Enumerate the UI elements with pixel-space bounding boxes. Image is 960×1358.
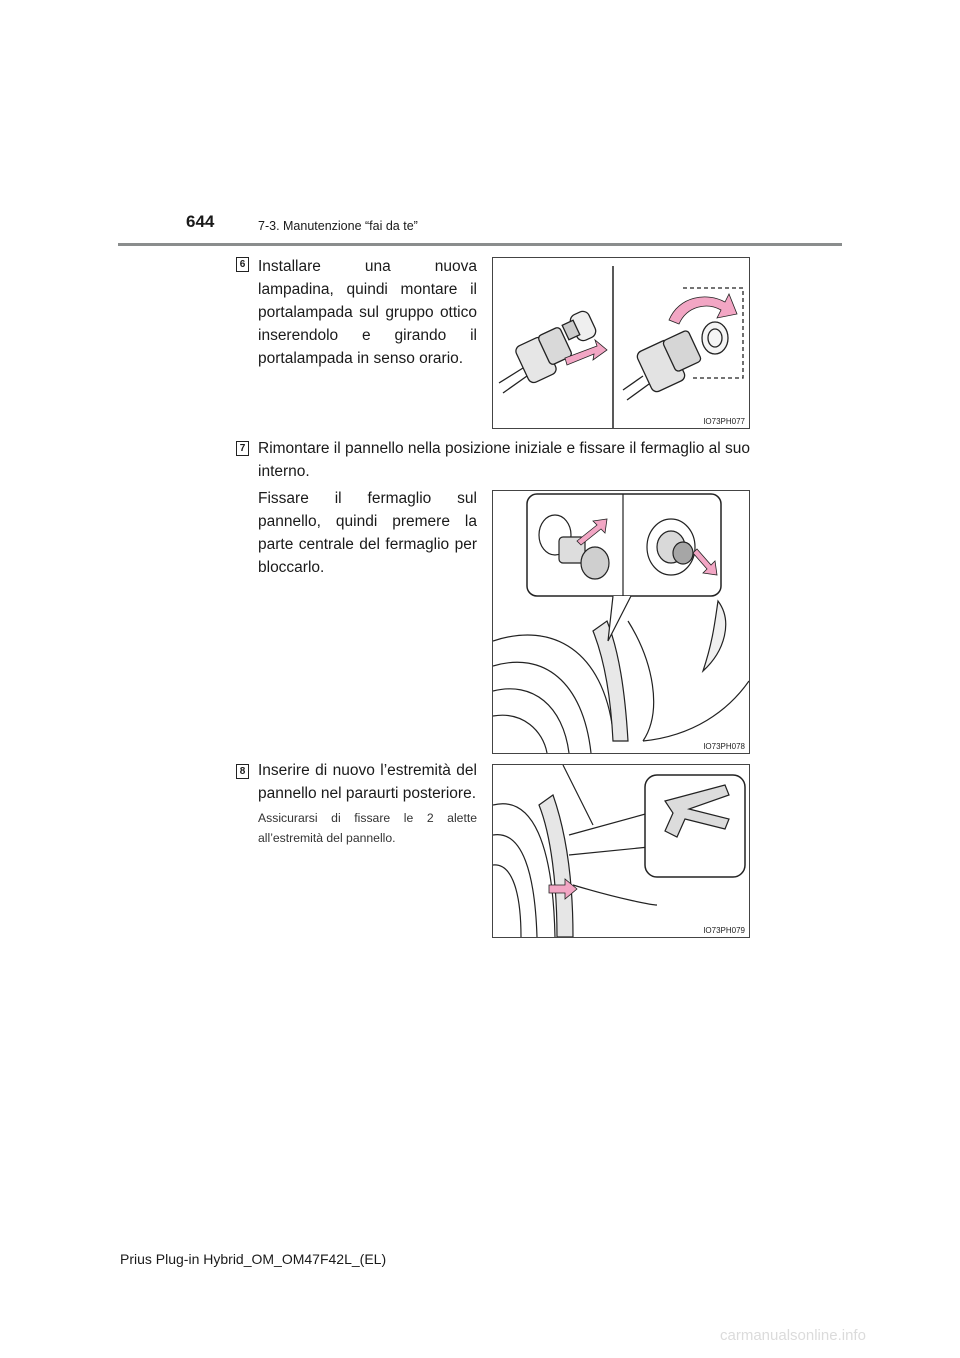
figure-code: IO73PH077 xyxy=(703,417,745,426)
step-7-subtext: Fissare il fermaglio sul pannello, quindi premere la parte centrale del fermaglio per bloccarlo. xyxy=(258,490,477,576)
step-number-8: 8 xyxy=(236,764,249,779)
footer-manual-id: Prius Plug-in Hybrid_OM_OM47F42L_(EL) xyxy=(120,1251,387,1267)
page-number: 644 xyxy=(186,212,215,231)
step-8-note: Assicurarsi di fissare le 2 alette all’estremità del pannello. xyxy=(258,811,477,845)
figure-bulb-install xyxy=(492,257,750,429)
section-title: 7-3. Manutenzione “fai da te” xyxy=(258,219,418,233)
step-number-7: 7 xyxy=(236,441,249,456)
bulb-install-illustration xyxy=(493,258,749,428)
panel-insert-illustration xyxy=(493,765,749,937)
step-number-6: 6 xyxy=(236,257,249,272)
figure-panel-insert xyxy=(492,764,750,938)
step-8-text: Inserire di nuovo l’estremità del pannello nel paraurti posteriore. xyxy=(258,762,477,802)
watermark: carmanualsonline.info xyxy=(720,1327,866,1344)
clip-fasten-illustration xyxy=(493,491,749,753)
figure-code: IO73PH079 xyxy=(703,926,745,935)
header-divider xyxy=(118,243,842,246)
figure-code: IO73PH078 xyxy=(703,742,745,751)
step-7-text: Rimontare il pannello nella posizione iniziale e fissare il fermaglio al suo interno. xyxy=(258,440,750,480)
figure-clip-fasten xyxy=(492,490,750,754)
step-6-text: Installare una nuova lampadina, quindi montare il portalampada sul gruppo ottico inserendolo e girando il portalampada in senso orario. xyxy=(258,258,477,367)
